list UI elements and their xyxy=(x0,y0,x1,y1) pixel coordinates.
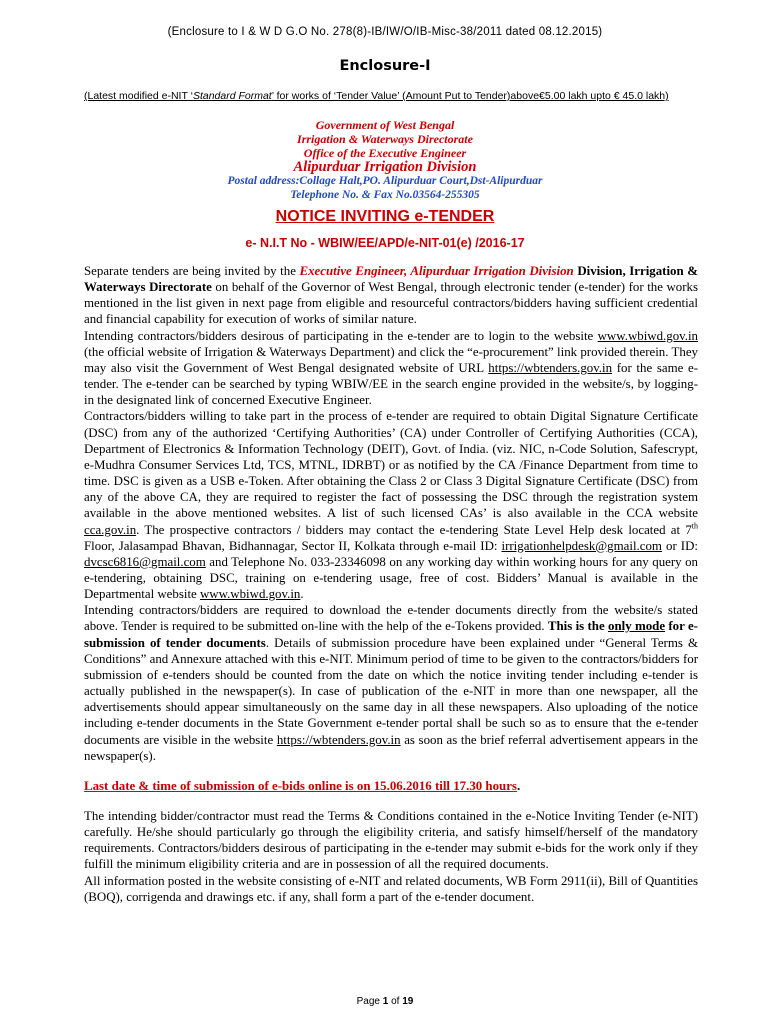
bold-text: This is the xyxy=(547,619,609,634)
wbiwd-link[interactable]: www.wbiwd.gov.in xyxy=(597,328,698,343)
wbiwd-link[interactable]: www.wbiwd.gov.in xyxy=(199,587,301,602)
paragraph-login xyxy=(84,328,698,409)
text: and Telephone No. 033-23346098 on any working day within working hours for any query on e-tendering, obtaining DSC, training on e-tendering usage, free of cost. Bidders’ Manual is available in the Departmental website xyxy=(84,554,698,602)
cca-link[interactable]: cca.gov.in xyxy=(84,522,137,537)
division-heading: Alipurduar Irrigation Division xyxy=(293,159,477,175)
text: on behalf of the Governor of West Bengal, through electronic tender (e-tender) for the works mentioned in the list given in next page from eligible and resourceful contractors/bidders having sufficient credential and financial capability for execution of works of similar nature. xyxy=(84,280,699,327)
bold-text: for e-submission of tender documents xyxy=(84,619,698,650)
enclosure-title: Enclosure-I xyxy=(339,58,431,74)
wbtenders-link[interactable]: https://wbtenders.gov.in xyxy=(488,360,613,375)
page-label: Page xyxy=(356,996,383,1007)
notice-body xyxy=(84,263,698,905)
paragraph-dsc xyxy=(84,408,698,602)
format-note-pre: (Latest modified e-NIT ‘ xyxy=(84,90,193,102)
format-note-post: ’ for works of ‘Tender Value’ (Amount Put to Tender)above€5.00 lakh upto € 45.0 lakh) xyxy=(271,90,669,102)
text: . Details of submission procedure have been explained under “General Terms & Conditions” and Annexure attached with this e-NIT. Minimum period of time to be given to the contractors/bidders for submission of e-tenders should be counted from the date on which the notice inviting tender including e-tender is actually published in the newspaper(s). In case of publication of the e-NIT in more than one newspaper, all the advertisements should appear simultaneously on the same day in all these newspapers. Also uploading of the notice including e-tender documents in the State Government e-tender portal shall be such so as to ensure that the e-tender documents are visible in the website xyxy=(84,635,698,747)
text: . xyxy=(300,587,304,602)
format-note xyxy=(84,90,699,103)
text: or ID: xyxy=(661,538,698,553)
superscript: th xyxy=(691,521,698,531)
last-date-line xyxy=(84,778,698,794)
directorate-heading: Irrigation & Waterways Directorate xyxy=(297,132,473,146)
notice-title: NOTICE INVITING e-TENDER xyxy=(275,208,495,225)
text: Separate tenders are being invited by the xyxy=(84,264,300,278)
page-footer xyxy=(0,996,770,1007)
executive-engineer-name: Executive Engineer, Alipurduar Irrigation Division xyxy=(299,264,574,278)
text: for the same e-tender. The e-tender can be searched by typing WBIW/EE in the search engine provided in the website/s, by logging-in the designated link of concerned Executive Engineer. xyxy=(84,360,698,408)
paragraph-invitation xyxy=(84,263,698,328)
text: as soon as the brief referral advertisement appears in the newspaper(s). xyxy=(84,732,698,763)
nit-number: e- N.I.T No - WBIW/EE/APD/e-NIT-01(e) /2016-17 xyxy=(245,236,525,250)
telephone-fax: Telephone No. & Fax No.03564-255305 xyxy=(290,189,480,201)
paragraph-download xyxy=(84,602,698,764)
wbtenders-link[interactable]: https://wbtenders.gov.in xyxy=(276,732,401,747)
page-of: of xyxy=(388,996,403,1007)
postal-address: Postal address:Collage Halt,PO. Alipurduar Court,Dst-Alipurduar xyxy=(227,175,543,187)
paragraph-terms: The intending bidder/contractor must read the Terms & Conditions contained in the e-Notice Inviting Tender (e-NIT) carefully. He/she should particularly go through the eligibility criteria, and satisfy himself/herself of the mandatory requirements. Contractors/bidders desirous of participating in the e-tender may submit e-bids for the work only if they fulfill the minimum eligibility criteria and are in possession of all the required documents. xyxy=(84,809,698,872)
text: Contractors/bidders willing to take part in the process of e-tender are required to obtain Digital Signature Certificate (DSC) from any of the authorized ‘Certifying Authorities’ (CA) under Controller of Certifying Authorities (CCA), Department of Electronics & Information Technology (DEIT), Govt. of India. (viz. NIC, n-Code Solution, Safescrypt, e-Mudhra Consumer Services Ltd, TCS, MTNL, IDRBT) or as notified by the CA /Finance Department from time to time. DSC is given as a USB e-Token. After obtaining the Class 2 or Class 3 Digital Signature Certificate (DSC) from any of the above CA, they are required to register the fact of possessing the DSC through the registration system available in the above mentioned websites. A list of such licensed CAs’ is also available in the CCA website xyxy=(84,409,698,521)
text: . The prospective contractors / bidders may contact the e-tendering State Level Help desk located at 7 xyxy=(136,522,692,537)
text: (the official website of Irrigation & Waterways Department) and click the “e-procurement” link provided therein. They may also visit the Government of West Bengal designated website of URL xyxy=(84,344,698,375)
last-date-period: . xyxy=(516,778,521,793)
spacer xyxy=(84,764,698,778)
format-note-italic: Standard Format xyxy=(192,90,272,102)
dvcsc-email-link[interactable]: dvcsc6816@gmail.com xyxy=(84,554,206,569)
text: Intending contractors/bidders are required to download the e-tender documents directly from the website/s stated above. Tender is required to be submitted on-line with the help of the e-Tokens provided. xyxy=(84,603,698,634)
office-heading: Office of the Executive Engineer xyxy=(303,146,467,160)
text: Floor, Jalasampad Bhavan, Bidhannagar, Sector II, Kolkata through e-mail ID: xyxy=(84,538,502,553)
government-heading: Government of West Bengal xyxy=(315,118,455,132)
helpdesk-email-link[interactable]: irrigationhelpdesk@gmail.com xyxy=(501,538,662,553)
paragraph-documents: All information posted in the website consisting of e-NIT and related documents, WB Form 2911(ii), Bill of Quantities (BOQ), corrigenda and drawings etc. if any, shall form a part of the e-tender document. xyxy=(84,873,698,904)
only-mode-text: only mode xyxy=(608,619,666,634)
enclosure-reference: (Enclosure to I & W D G.O No. 278(8)-IB/IW/O/IB-Misc-38/2011 dated 08.12.2015) xyxy=(167,26,603,38)
page-total: 19 xyxy=(402,996,414,1007)
last-date-text: Last date & time of submission of e-bids online is on 15.06.2016 till 17.30 hours xyxy=(84,778,517,793)
text: Intending contractors/bidders desirous of participating in the e-tender are to login to the website xyxy=(84,328,598,343)
page-number: 1 xyxy=(382,996,389,1007)
directorate-name: Division, Irrigation & Waterways Directorate xyxy=(84,264,698,295)
spacer xyxy=(84,794,698,808)
